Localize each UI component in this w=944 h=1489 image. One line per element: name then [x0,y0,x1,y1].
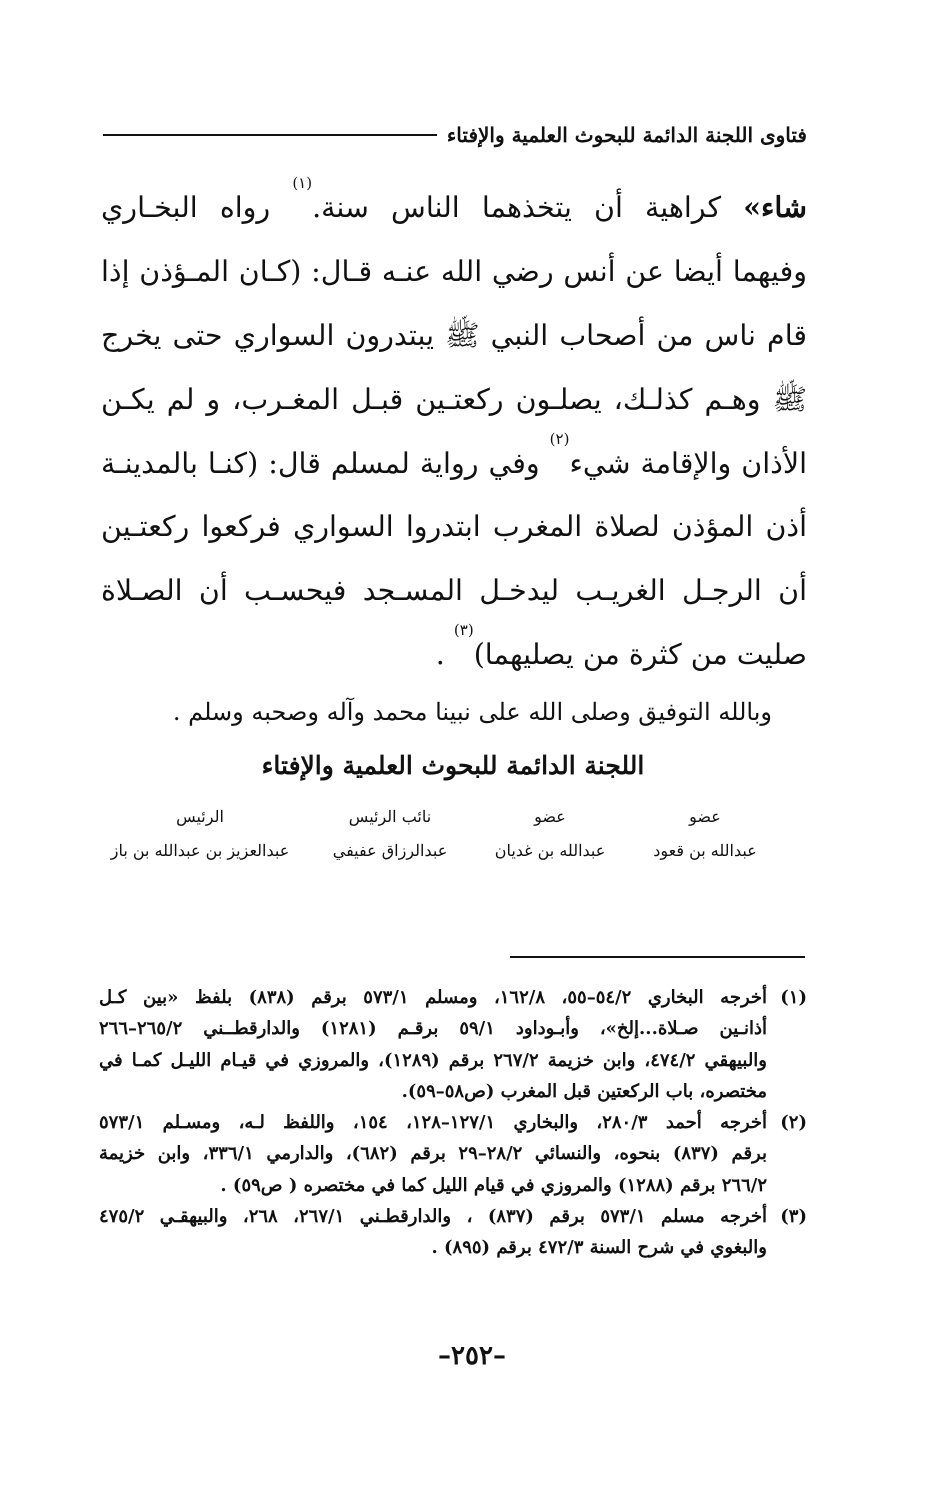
body-line-text: وفيهما أيضا عن أنس رضي الله عنـه قـال: (كـان المـؤذن إذا [101,254,807,288]
footnote-ref: (٢) [549,431,570,448]
signatory-name: عبدالله بن غديان [494,841,606,860]
footnote-ref: (١) [292,176,313,192]
footnote-line: أخرجه أحمد ٢٨٠/٣، والبخاري ١٢٧/١–١٢٨، ١٥٤، واللفظ لـه، ومسـلم ٥٧٣/١ [99,1112,767,1134]
body-line-text: ﷺ وهـم كذلـك، يصلـون ركعتـين قبـل المغـرب، و لم يكـن [101,382,807,416]
footnote-line: والبغوي في شرح السنة ٤٧٢/٣ برقم (٨٩٥) . [431,1237,767,1259]
footnote-number: (٣) [780,1206,807,1228]
body-line [101,495,807,559]
header-rule [103,134,437,136]
closing-line: وبالله التوفيق وصلى الله على نبينا محمد وآله وصحبه وسلم . [172,698,772,726]
signatory-name: عبدالله بن قعود [653,841,757,860]
body-line [101,368,807,432]
signatory-role: نائب الرئيس [348,807,432,826]
footnote-1 [99,982,807,1107]
signatory-name: عبدالعزيز بن عبدالله بن باز [110,841,290,860]
body-line [101,176,807,240]
footnote-number: (١) [780,987,807,1008]
body-line-rest: . [435,638,454,672]
body-bold-fragment: شاء» [743,190,807,224]
footnotes [99,982,807,1264]
body-line [101,432,807,496]
body-line-text: قام ناس من أصحاب النبي ﷺ يبتدرون السواري حتى يخرج [101,318,807,352]
footnote-ref: (٣) [453,623,474,640]
body-line-text: كراهية أن يتخذهما الناس سنة. [312,191,744,224]
footnote-line: ٢٦٦/٢ برقم (١٢٨٨) والمروزي في قيام الليل كما في مختصره ( ص٥٩) . [220,1174,767,1196]
body-line [101,304,807,368]
signatories [110,800,770,880]
footnote-text [99,1201,767,1264]
footnote-3 [99,1201,807,1264]
body-line-text: الأذان والإقامة شيء [569,446,807,480]
footnote-line: أذانـين صـلاة...إلخ»، وأبـوداود ٥٩/١ برقـم (١٢٨١) والدارقطــني ٢٦٥/٢–٢٦٦ [99,1018,767,1040]
signatory-role: الرئيس [176,807,224,826]
footnote-number: (٢) [780,1112,807,1134]
body-line [101,623,807,687]
footnote-line: أخرجه البخاري ٥٤/٢–٥٥، ١٦٢/٨، ومسلم ٥٧٣/١ برقم (٨٣٨) بلفظ «بين كـل [99,987,767,1008]
footnote-text [99,1107,767,1201]
footnote-line: برقم (٨٣٧) بنحوه، والنسائي ٢٨/٢–٢٩ برقم (٦٨٢)، والدارمي ٣٣٦/١، وابن خزيمة [99,1143,767,1165]
footnote-separator [510,956,805,958]
body-line-text: أذن المؤذن لصلاة المغرب ابتدروا السواري فركعوا ركعتـين [101,510,807,544]
signatory-role: عضو [689,807,721,826]
footnote-text [99,982,767,1107]
body-line-text: أن الرجـل الغريـب ليدخـل المسـجد فيحسـب أن الصـلاة [101,574,807,608]
body-line [101,240,807,304]
body-line [101,559,807,623]
body-line-rest: رواه البخـاري [101,191,271,224]
signatory-name: عبدالرزاق عفيفي [332,841,448,860]
footnote-2 [99,1107,807,1201]
footnote-line: والبيهقي ٤٧٤/٢، وابن خزيمة ٢٦٧/٢ برقم (١٢٨٩)، والمروزي في قيـام الليـل كمـا في [99,1049,767,1071]
footnote-line: أخرجه مسلم ٥٧٣/١ برقم (٨٣٧) ، والدارقطـني ٢٦٧/١، ٢٦٨، والبيهقـي ٤٧٥/٢ [99,1206,767,1228]
body-line-text: صليت من كثرة من يصليهما) [473,638,807,672]
signatory-role: عضو [534,807,566,826]
footnote-line: مختصره، باب الركعتين قبل المغرب (ص٥٨–٥٩). [401,1080,767,1102]
signatory-member-2 [480,800,620,868]
signatory-member-1 [640,800,770,868]
signatory-vice-president [315,800,465,868]
page-number: –٢٥٢– [438,1341,506,1371]
fatwa-body [101,176,807,687]
committee-title: اللجنة الدائمة للبحوث العلمية والإفتاء [261,751,645,780]
signatory-president [110,800,290,868]
body-line-rest: وفي رواية لمسلم قال: (كنـا بالمدينـة [101,446,540,480]
running-header [103,118,807,152]
running-head-title: فتاوى اللجنة الدائمة للبحوث العلمية والإفتاء [446,123,807,147]
